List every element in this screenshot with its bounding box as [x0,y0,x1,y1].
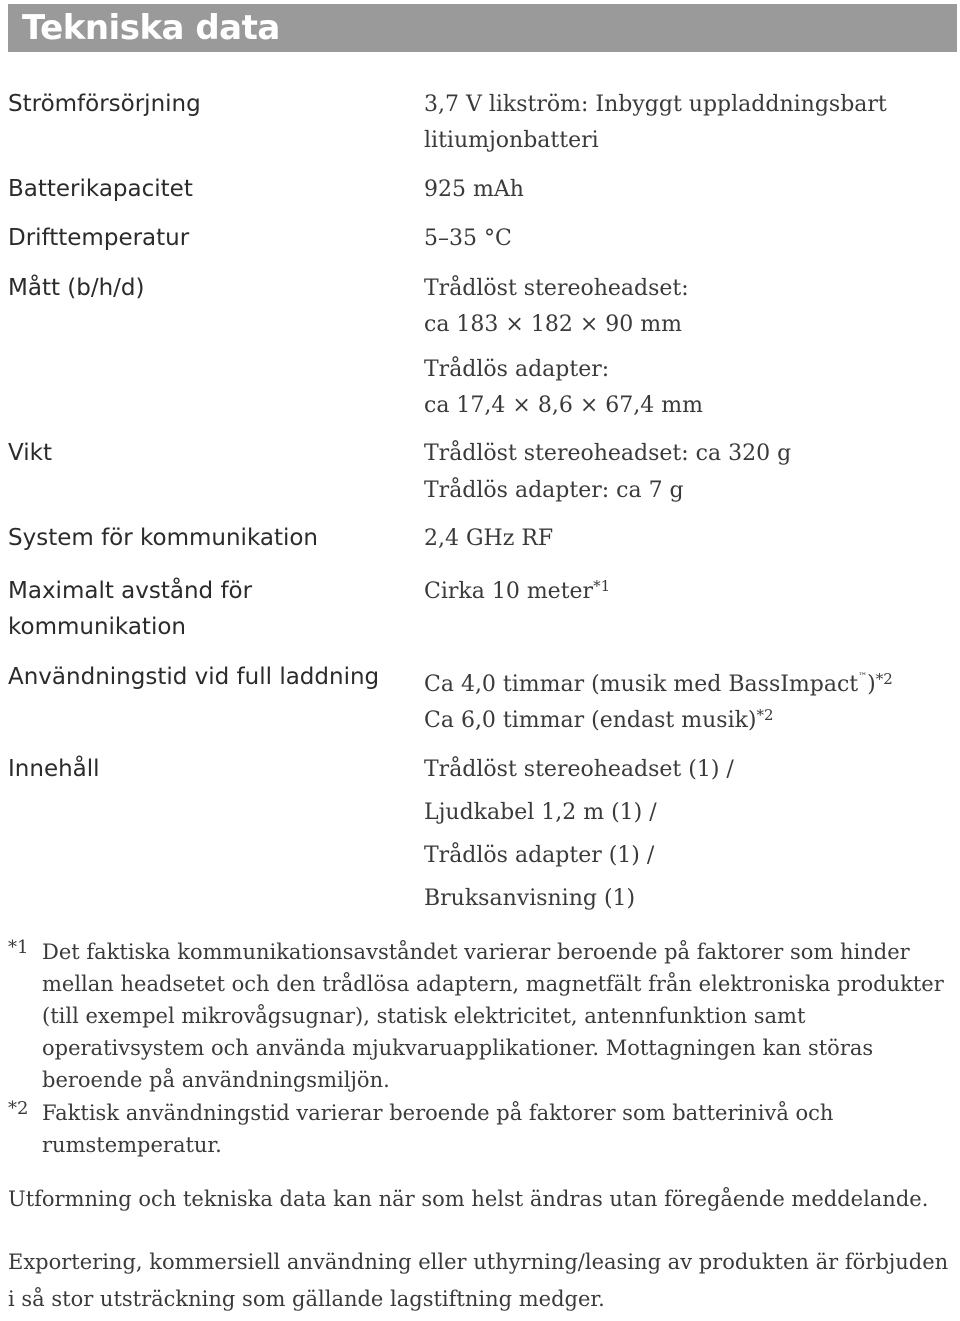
spec-label-max-range-line2: kommunikation [8,614,186,640]
spec-value-contents-line1: Trådlöst stereoheadset (1) / [424,757,734,782]
spec-value-usage-time-line1: Ca 4,0 timmar (musik med BassImpact™)$^{*2}$ [424,670,893,697]
spec-label-max-range-line1: Maximalt avstånd för [8,578,253,604]
spec-value-dimensions-line2: ca 183 × 182 × 90 mm [424,312,682,337]
spec-value-weight-line2: Trådlös adapter: ca 7 g [424,478,684,503]
footnote-ref: *1 [593,577,611,595]
spec-label-dimensions: Mått (b/h/d) [8,275,145,301]
spec-value-power-line2: litiumjonbatteri [424,128,599,153]
spec-value-max-range: Cirka 10 meter$^{*1}$ [424,577,611,604]
spec-value-dimensions-line3: Trådlös adapter: [424,357,610,382]
notice-design-change: Utformning och tekniska data kan när som helst ändras utan föregående meddelande. [8,1187,929,1211]
spec-label-weight: Vikt [8,440,52,466]
trademark-symbol: ™ [858,672,868,682]
page-title: Tekniska data [22,8,280,48]
spec-label-temperature: Drifttemperatur [8,225,190,251]
spec-label-power: Strömförsörjning [8,91,201,117]
footnote-2 [8,1097,953,1161]
spec-value-temperature: 5–35 °C [424,226,512,251]
spec-value-contents-line3: Trådlös adapter (1) / [424,843,655,868]
spec-value-usage-time-line2: Ca 6,0 timmar (endast musik)$^{*2}$ [424,706,774,733]
footnote-ref: *2 [756,706,774,724]
spec-value-communication-system: 2,4 GHz RF [424,526,554,551]
footnote-mark: *1 [8,937,29,958]
spec-value-dimensions-line4: ca 17,4 × 8,6 × 67,4 mm [424,393,703,418]
notice-export: Exportering, kommersiell användning eller uthyrning/leasing av produkten är förbjuden i så stor utsträckning som gällande lagstiftning medger. [8,1250,949,1311]
spec-label-communication-system: System för kommunikation [8,525,319,551]
spec-label-contents: Innehåll [8,756,100,782]
footnote-text: Faktisk användningstid varierar beroende på faktorer som batterinivå och rumstemperatur. [42,1101,834,1157]
spec-label-battery: Batterikapacitet [8,176,193,202]
spec-value-dimensions-line1: Trådlöst stereoheadset: [424,276,689,301]
footnote-text: Det faktiska kommunikationsavståndet varierar beroende på faktorer som hinder mellan headsetet och den trådlösa adaptern, magnetfält från elektroniska produkter (till exempel mikrovågsugnar), statisk elektricitet, antennfunktion samt operativsystem och använda mjukvaruapplikationer. Mottagningen kan störas beroende på användningsmiljön. [42,940,944,1092]
spec-label-usage-time: Användningstid vid full laddning [8,664,380,690]
footnote-ref: *2 [875,670,893,688]
section-header [8,4,957,52]
spec-value-battery: 925 mAh [424,177,524,202]
footnote-1 [8,936,953,1096]
spec-value-power-line1: 3,7 V likström: Inbyggt uppladdningsbart [424,92,887,117]
spec-value-contents-line2: Ljudkabel 1,2 m (1) / [424,800,657,825]
spec-value-contents-line4: Bruksanvisning (1) [424,886,636,911]
footnote-mark: *2 [8,1098,29,1119]
spec-value-weight-line1: Trådlöst stereoheadset: ca 320 g [424,441,792,466]
